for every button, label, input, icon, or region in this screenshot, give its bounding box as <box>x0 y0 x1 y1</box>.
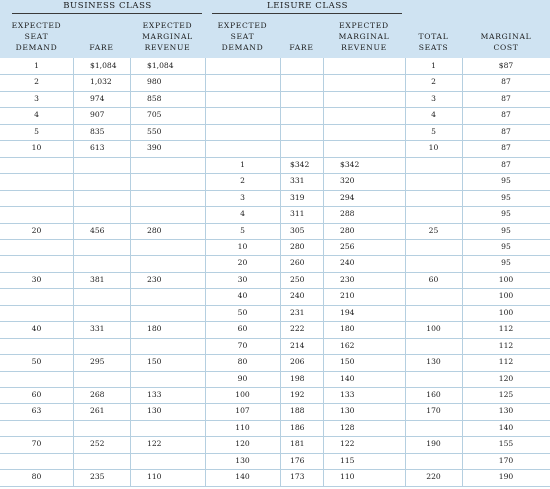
business-marginal-revenue-cell <box>147 239 205 255</box>
leisure-marginal-revenue-cell <box>340 91 405 107</box>
leisure-seat-demand-cell: 20 <box>237 258 248 268</box>
business-fare-cell: 381 <box>90 274 105 284</box>
leisure-fare-cell: 198 <box>290 373 305 383</box>
leisure-fare-cell: 231 <box>290 307 305 317</box>
leisure-marginal-revenue-cell: 162 <box>340 340 355 350</box>
leisure-marginal-revenue-cell: 210 <box>340 291 355 301</box>
business-marginal-revenue-cell: 110 <box>147 472 162 482</box>
business-seat-demand-cell: 1 <box>34 61 39 70</box>
business-marginal-revenue-cell: 705 <box>147 110 162 120</box>
marginal-cost-cell: 190 <box>498 472 514 482</box>
total-seats-cell <box>405 157 462 173</box>
leisure-marginal-revenue-cell: 320 <box>340 176 355 186</box>
leisure-fare-cell: 319 <box>290 192 305 202</box>
total-seats-cell <box>405 206 462 222</box>
marginal-cost-cell: 100 <box>498 291 514 301</box>
leisure-seat-demand-cell: 130 <box>235 455 250 465</box>
business-seat-demand-cell: 50 <box>31 357 42 367</box>
business-fare-cell: 456 <box>90 225 105 235</box>
marginal-cost-cell: 87 <box>501 110 511 120</box>
leisure-marginal-revenue-cell: 133 <box>340 390 355 399</box>
business-marginal-revenue-cell <box>147 338 205 354</box>
leisure-seat-demand-cell: 1 <box>240 159 245 169</box>
business-fare-cell: 974 <box>90 93 105 103</box>
leisure-seat-demand-cell <box>205 74 280 90</box>
leisure-fare-cell: $342 <box>290 159 310 169</box>
leisure-seat-demand-cell <box>205 91 280 107</box>
business-fare-cell: 261 <box>90 406 105 416</box>
business-marginal-revenue-cell <box>147 420 205 436</box>
leisure-fare-header: FARE <box>289 43 314 52</box>
leisure-seat-demand-cell: 3 <box>240 192 245 202</box>
leisure-marginal-revenue-cell <box>340 74 405 90</box>
marginal-cost-cell: 87 <box>501 143 511 153</box>
leisure-fare-cell <box>290 58 316 74</box>
business-fare-cell <box>90 288 130 304</box>
leisure-marginal-revenue-cell: 288 <box>340 209 355 219</box>
business-fare-cell <box>90 239 130 255</box>
business-fare-cell <box>90 371 130 387</box>
business-fare-cell: 907 <box>90 110 105 120</box>
business-fare-cell <box>90 305 130 321</box>
marginal-cost-cell: 130 <box>498 406 514 416</box>
total-seats-cell <box>405 190 462 206</box>
leisure-seat-demand-cell: 107 <box>235 406 250 416</box>
leisure-marginal-revenue-cell: 280 <box>340 225 355 235</box>
business-seat-demand-cell: 70 <box>31 439 42 449</box>
leisure-fare-cell: 181 <box>290 439 305 449</box>
leisure-fare-cell: 250 <box>290 274 305 284</box>
marginal-cost-cell: 95 <box>501 225 511 235</box>
leisure-fare-cell: 188 <box>290 406 305 416</box>
business-marginal-revenue-cell: 230 <box>147 274 162 284</box>
business-fare-cell: 252 <box>90 439 105 449</box>
marginal-cost-cell: 95 <box>501 209 511 219</box>
leisure-seat-demand-cell: 30 <box>237 274 248 284</box>
leisure-fare-cell <box>290 91 316 107</box>
total-seats-cell: 25 <box>428 225 439 235</box>
total-seats-cell: 4 <box>431 110 436 120</box>
business-seat-demand-header: EXPECTED SEAT DEMAND <box>11 21 62 52</box>
total-seats-cell <box>405 371 462 387</box>
leisure-seat-demand-cell: 100 <box>235 390 250 399</box>
leisure-seat-demand-cell: 90 <box>237 373 248 383</box>
total-seats-cell <box>405 420 462 436</box>
leisure-fare-cell <box>290 140 316 156</box>
business-fare-cell <box>90 453 130 469</box>
leisure-marginal-revenue-cell: 128 <box>340 422 355 432</box>
leisure-seat-demand-cell: 40 <box>237 291 248 301</box>
leisure-fare-cell: 176 <box>290 455 305 465</box>
leisure-fare-cell: 311 <box>290 209 305 219</box>
business-marginal-revenue-cell <box>147 453 205 469</box>
leisure-marginal-revenue-cell: $342 <box>340 159 360 169</box>
marginal-cost-cell: 120 <box>498 373 514 383</box>
total-seats-cell: 1 <box>431 61 436 70</box>
leisure-fare-cell: 186 <box>290 422 305 432</box>
total-seats-cell: 10 <box>428 143 439 153</box>
leisure-seat-demand-cell <box>205 140 280 156</box>
total-seats-cell <box>405 338 462 354</box>
business-seat-demand-cell: 4 <box>34 110 39 120</box>
leisure-seat-demand-cell <box>205 107 280 123</box>
business-seat-demand-cell <box>0 157 73 173</box>
marginal-cost-cell: 95 <box>501 258 511 268</box>
business-marginal-revenue-cell: 150 <box>147 357 162 367</box>
leisure-seat-demand-cell: 50 <box>237 307 248 317</box>
business-marginal-revenue-cell <box>147 288 205 304</box>
leisure-seat-demand-cell: 120 <box>235 439 250 449</box>
total-seats-header: TOTAL SEATS <box>418 32 449 52</box>
business-marginal-revenue-cell: 550 <box>147 126 162 136</box>
total-seats-cell <box>405 288 462 304</box>
leisure-seat-demand-header: EXPECTED SEAT DEMAND <box>217 21 268 52</box>
business-marginal-revenue-cell <box>147 190 205 206</box>
leisure-marginal-revenue-cell <box>340 107 405 123</box>
total-seats-cell <box>405 239 462 255</box>
business-marginal-revenue-cell: 280 <box>147 225 162 235</box>
leisure-marginal-revenue-header: EXPECTED MARGINAL REVENUE <box>338 21 390 52</box>
marginal-cost-cell: 87 <box>501 77 511 87</box>
total-seats-cell: 190 <box>426 439 441 449</box>
marginal-cost-cell: 155 <box>498 439 514 449</box>
marginal-cost-cell: $87 <box>498 61 514 70</box>
business-marginal-revenue-cell <box>147 371 205 387</box>
total-seats-cell: 160 <box>426 390 441 399</box>
business-seat-demand-cell: 80 <box>31 472 42 482</box>
business-seat-demand-cell <box>0 420 73 436</box>
business-marginal-revenue-cell: 180 <box>147 324 162 334</box>
leisure-fare-cell: 305 <box>290 225 305 235</box>
leisure-seat-demand-cell: 4 <box>240 209 245 219</box>
leisure-marginal-revenue-cell <box>340 58 405 74</box>
leisure-marginal-revenue-cell: 115 <box>340 455 355 465</box>
leisure-class-rule <box>212 13 402 14</box>
leisure-fare-cell: 240 <box>290 291 305 301</box>
leisure-fare-cell: 214 <box>290 340 305 350</box>
leisure-marginal-revenue-cell: 180 <box>340 324 355 334</box>
business-fare-cell: 331 <box>90 324 105 334</box>
leisure-class-header: LEISURE CLASS <box>266 1 349 11</box>
business-seat-demand-cell: 10 <box>31 143 42 153</box>
business-class-header: BUSINESS CLASS <box>63 1 152 11</box>
leisure-marginal-revenue-cell: 110 <box>340 472 355 482</box>
leisure-fare-cell: 173 <box>290 472 305 482</box>
business-fare-cell <box>90 157 130 173</box>
leisure-seat-demand-cell: 60 <box>237 324 248 334</box>
business-seat-demand-cell <box>0 453 73 469</box>
business-seat-demand-cell <box>0 239 73 255</box>
business-fare-cell: 1,032 <box>90 77 112 87</box>
business-class-rule <box>12 13 202 14</box>
total-seats-cell: 100 <box>426 324 441 334</box>
total-seats-cell: 5 <box>431 126 436 136</box>
business-fare-cell <box>90 255 130 271</box>
total-seats-cell: 220 <box>426 472 441 482</box>
leisure-fare-cell <box>290 74 316 90</box>
total-seats-cell <box>405 173 462 189</box>
business-fare-cell <box>90 190 130 206</box>
total-seats-cell: 3 <box>431 93 436 103</box>
business-marginal-revenue-cell <box>147 255 205 271</box>
marginal-cost-cell: 140 <box>498 422 514 432</box>
leisure-fare-cell: 222 <box>290 324 305 334</box>
business-fare-cell <box>90 206 130 222</box>
business-seat-demand-cell <box>0 288 73 304</box>
business-seat-demand-cell <box>0 255 73 271</box>
marginal-cost-cell: 87 <box>501 126 511 136</box>
business-marginal-revenue-cell <box>147 173 205 189</box>
leisure-fare-cell <box>290 124 316 140</box>
leisure-seat-demand-cell: 10 <box>237 241 248 251</box>
business-seat-demand-cell <box>0 371 73 387</box>
leisure-marginal-revenue-cell: 294 <box>340 192 355 202</box>
business-marginal-revenue-cell: 130 <box>147 406 162 416</box>
business-seat-demand-cell: 30 <box>31 274 42 284</box>
leisure-fare-cell: 192 <box>290 390 305 399</box>
marginal-cost-cell: 100 <box>498 307 514 317</box>
business-seat-demand-cell <box>0 338 73 354</box>
leisure-seat-demand-cell: 80 <box>237 357 248 367</box>
row-divider <box>0 486 550 487</box>
business-fare-cell: $1,084 <box>90 61 117 70</box>
leisure-seat-demand-cell <box>205 58 280 74</box>
business-seat-demand-cell <box>0 190 73 206</box>
total-seats-cell: 60 <box>428 274 439 284</box>
business-seat-demand-cell <box>0 173 73 189</box>
marginal-cost-cell: 87 <box>501 159 511 169</box>
leisure-marginal-revenue-cell: 256 <box>340 241 355 251</box>
leisure-marginal-revenue-cell: 230 <box>340 274 355 284</box>
business-fare-header: FARE <box>89 43 114 52</box>
marginal-cost-cell: 95 <box>501 192 511 202</box>
leisure-marginal-revenue-cell: 150 <box>340 357 355 367</box>
leisure-marginal-revenue-cell: 194 <box>340 307 355 317</box>
business-seat-demand-cell: 2 <box>34 77 39 87</box>
leisure-marginal-revenue-cell <box>340 140 405 156</box>
business-marginal-revenue-cell: $1,084 <box>147 61 174 70</box>
leisure-fare-cell: 260 <box>290 258 305 268</box>
total-seats-cell <box>405 453 462 469</box>
marginal-cost-cell: 170 <box>498 455 514 465</box>
business-marginal-revenue-cell: 122 <box>147 439 162 449</box>
business-fare-cell: 613 <box>90 143 105 153</box>
business-seat-demand-cell: 40 <box>31 324 42 334</box>
business-fare-cell <box>90 173 130 189</box>
leisure-marginal-revenue-cell: 122 <box>340 439 355 449</box>
business-marginal-revenue-header: EXPECTED MARGINAL REVENUE <box>142 21 193 52</box>
marginal-cost-cell: 95 <box>501 176 511 186</box>
business-seat-demand-cell: 20 <box>31 225 42 235</box>
business-fare-cell <box>90 420 130 436</box>
business-marginal-revenue-cell <box>147 206 205 222</box>
leisure-marginal-revenue-cell: 130 <box>340 406 355 416</box>
leisure-fare-cell <box>290 107 316 123</box>
business-fare-cell <box>90 338 130 354</box>
business-seat-demand-cell: 3 <box>34 93 39 103</box>
leisure-seat-demand-cell: 110 <box>235 422 250 432</box>
marginal-cost-cell: 112 <box>498 324 514 334</box>
leisure-marginal-revenue-cell: 140 <box>340 373 355 383</box>
business-seat-demand-cell <box>0 305 73 321</box>
leisure-seat-demand-cell: 70 <box>237 340 248 350</box>
total-seats-cell: 130 <box>426 357 441 367</box>
business-seat-demand-cell <box>0 206 73 222</box>
leisure-marginal-revenue-cell: 240 <box>340 258 355 268</box>
leisure-seat-demand-cell <box>205 124 280 140</box>
business-marginal-revenue-cell <box>147 305 205 321</box>
business-seat-demand-cell: 63 <box>31 406 42 416</box>
business-seat-demand-cell: 60 <box>31 390 42 399</box>
marginal-cost-cell: 112 <box>498 357 514 367</box>
marginal-cost-cell: 95 <box>501 241 511 251</box>
marginal-cost-cell: 87 <box>501 93 511 103</box>
total-seats-cell <box>405 305 462 321</box>
business-marginal-revenue-cell: 390 <box>147 143 162 153</box>
total-seats-cell <box>405 255 462 271</box>
business-marginal-revenue-cell: 858 <box>147 93 162 103</box>
marginal-cost-cell: 112 <box>498 340 514 350</box>
business-marginal-revenue-cell: 980 <box>147 77 162 87</box>
business-fare-cell: 235 <box>90 472 105 482</box>
leisure-fare-cell: 280 <box>290 241 305 251</box>
leisure-seat-demand-cell: 140 <box>235 472 250 482</box>
business-marginal-revenue-cell <box>147 157 205 173</box>
marginal-cost-cell: 125 <box>498 390 514 399</box>
leisure-marginal-revenue-cell <box>340 124 405 140</box>
business-fare-cell: 295 <box>90 357 105 367</box>
leisure-seat-demand-cell: 5 <box>240 225 245 235</box>
business-fare-cell: 268 <box>90 390 105 399</box>
marginal-cost-header: MARGINAL COST <box>480 32 532 52</box>
leisure-fare-cell: 206 <box>290 357 305 367</box>
business-marginal-revenue-cell: 133 <box>147 390 162 399</box>
business-fare-cell: 835 <box>90 126 105 136</box>
business-seat-demand-cell: 5 <box>34 126 39 136</box>
marginal-cost-cell: 100 <box>498 274 514 284</box>
total-seats-cell: 2 <box>431 77 436 87</box>
leisure-seat-demand-cell: 2 <box>240 176 245 186</box>
total-seats-cell: 170 <box>426 406 441 416</box>
leisure-fare-cell: 331 <box>290 176 305 186</box>
